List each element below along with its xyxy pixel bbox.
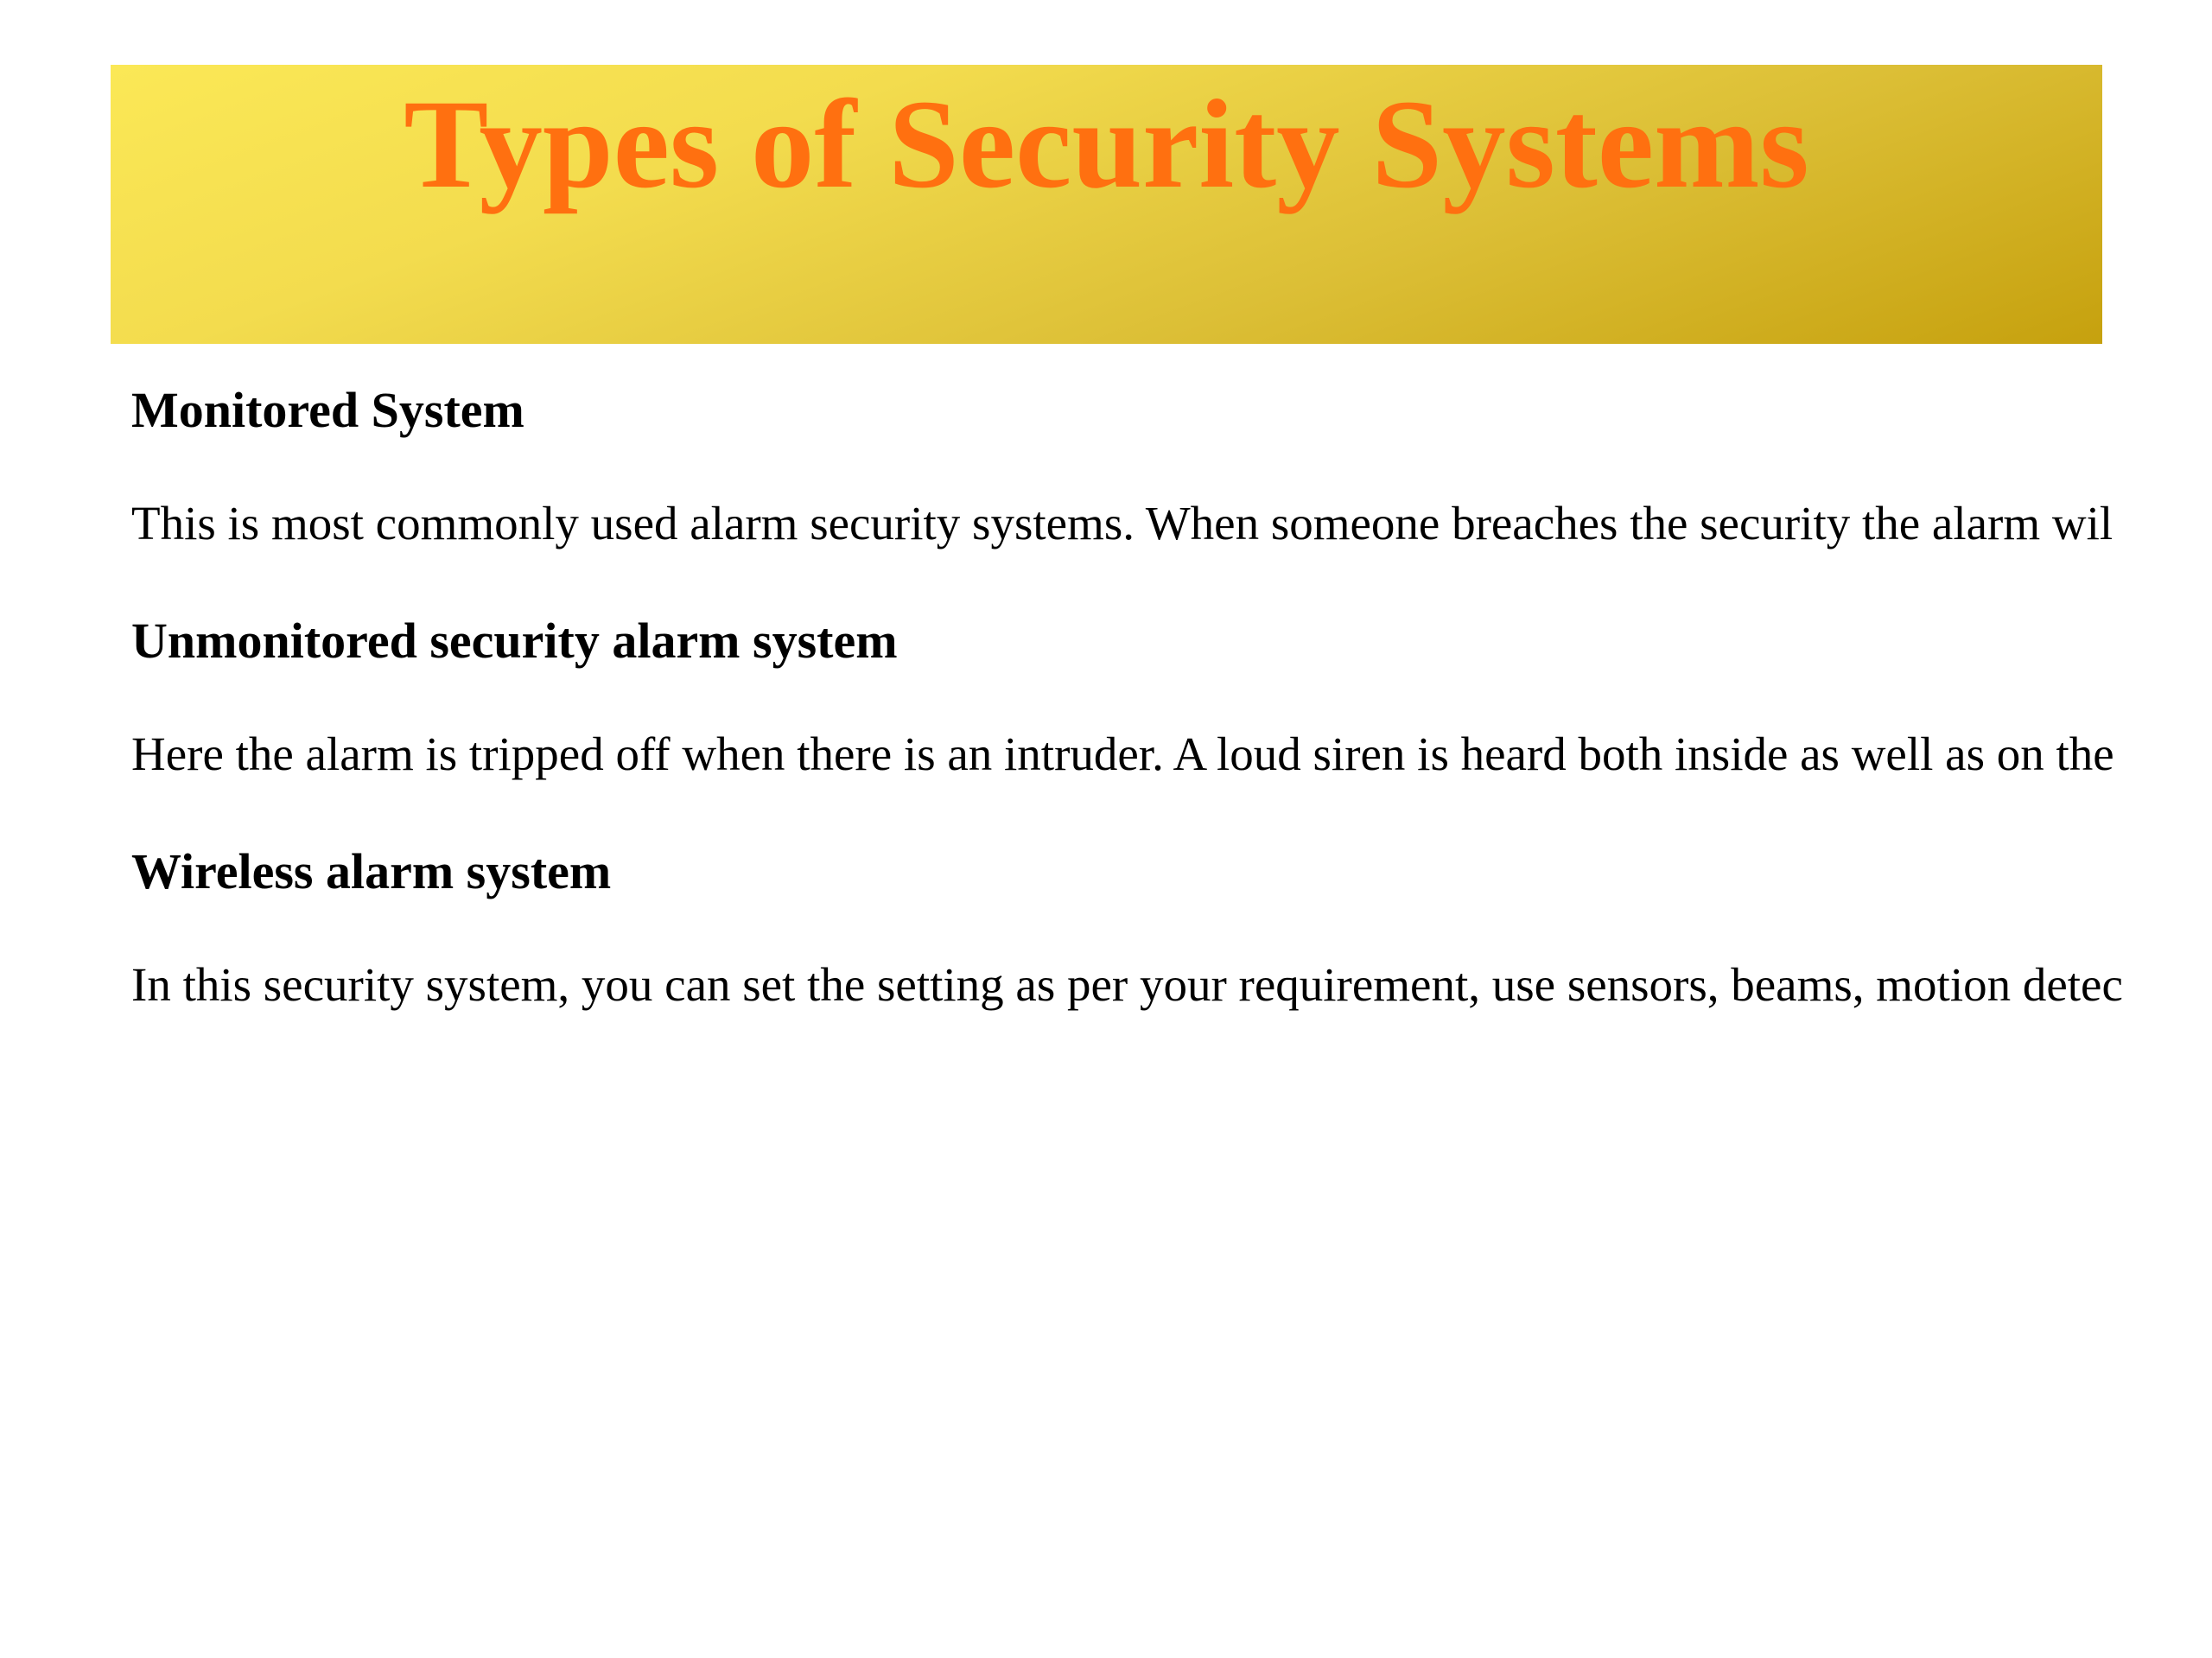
- section-heading-unmonitored: Unmonitored security alarm system: [131, 613, 898, 669]
- section-body-monitored: This is most commonly used alarm security systems. When someone breaches the security the alarm wil: [131, 497, 2113, 549]
- section-heading-wireless: Wireless alarm system: [131, 843, 612, 899]
- title-banner: [111, 65, 2102, 344]
- content-area: [131, 380, 2212, 1072]
- section-body-unmonitored: Here the alarm is tripped off when there is an intruder. A loud siren is heard both inside as well as on the: [131, 727, 2114, 780]
- section-body-wireless: In this security system, you can set the setting as per your requirement, use sensors, beams, motion detec: [131, 958, 2123, 1011]
- section-heading-monitored: Monitored System: [131, 382, 524, 438]
- page-title: Types of Security Systems: [404, 73, 1809, 214]
